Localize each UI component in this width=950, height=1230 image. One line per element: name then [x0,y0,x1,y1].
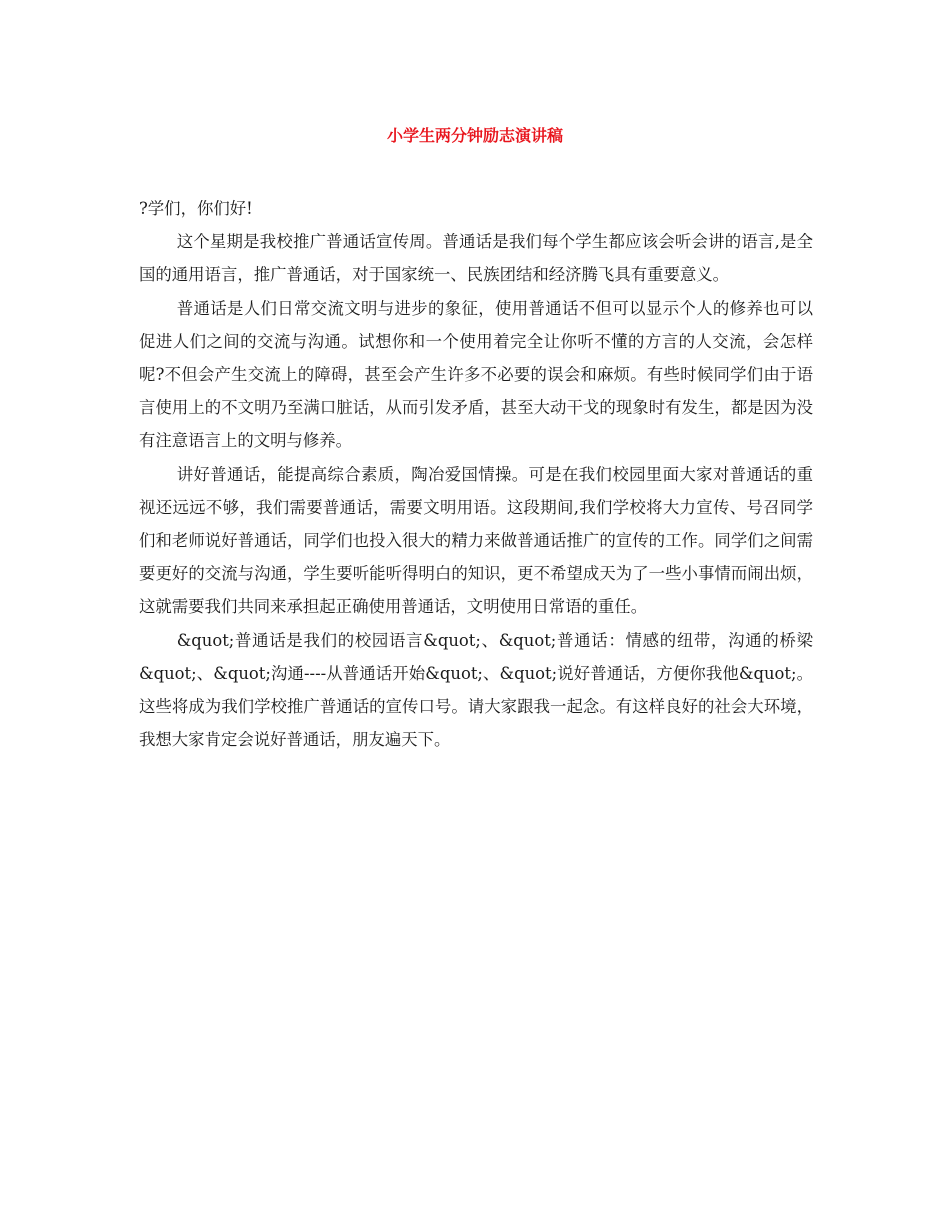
paragraph-4: &quot;普通话是我们的校园语言&quot;、&quot;普通话：情感的纽带，沟通的桥梁&quot;、&quot;沟通----从普通话开始&quot;、&quot;说好普通话，方便你我他&quot;。这些将成为我们学校推广普通话的宣传口号。请大家跟我一起念。有这样良好的社会大环境，我想大家肯定会说好普通话，朋友遍天下。 [139,630,813,750]
document-body [139,192,813,756]
paragraph-3: 讲好普通话，能提高综合素质，陶冶爱国情操。可是在我们校园里面大家对普通话的重视还远远不够，我们需要普通话，需要文明用语。这段期间,我们学校将大力宣传、号召同学们和老师说好普通话，同学们也投入很大的精力来做普通话推广的宣传的工作。同学们之间需要更好的交流与沟通，学生要听能听得明白的知识，更不希望成天为了一些小事情而闹出烦，这就需要我们共同来承担起正确使用普通话，文明使用日常语的重任。 [139,464,813,617]
greeting-line: ?学们，你们好! [139,199,253,218]
paragraph-2: 普通话是人们日常交流文明与进步的象征，使用普通话不但可以显示个人的修养也可以促进人们之间的交流与沟通。试想你和一个使用着完全让你听不懂的方言的人交流，会怎样呢?不但会产生交流上的障碍，甚至会产生许多不必要的误会和麻烦。有些时候同学们由于语言使用上的不文明乃至满口脏话，从而引发矛盾，甚至大动干戈的现象时有发生，都是因为没有注意语言上的文明与修养。 [139,298,813,451]
document-title: 小学生两分钟励志演讲稿 [386,126,563,145]
paragraph-1: 这个星期是我校推广普通话宣传周。普通话是我们每个学生都应该会听会讲的语言,是全国的通用语言，推广普通话，对于国家统一、民族团结和经济腾飞具有重要意义。 [139,232,813,285]
